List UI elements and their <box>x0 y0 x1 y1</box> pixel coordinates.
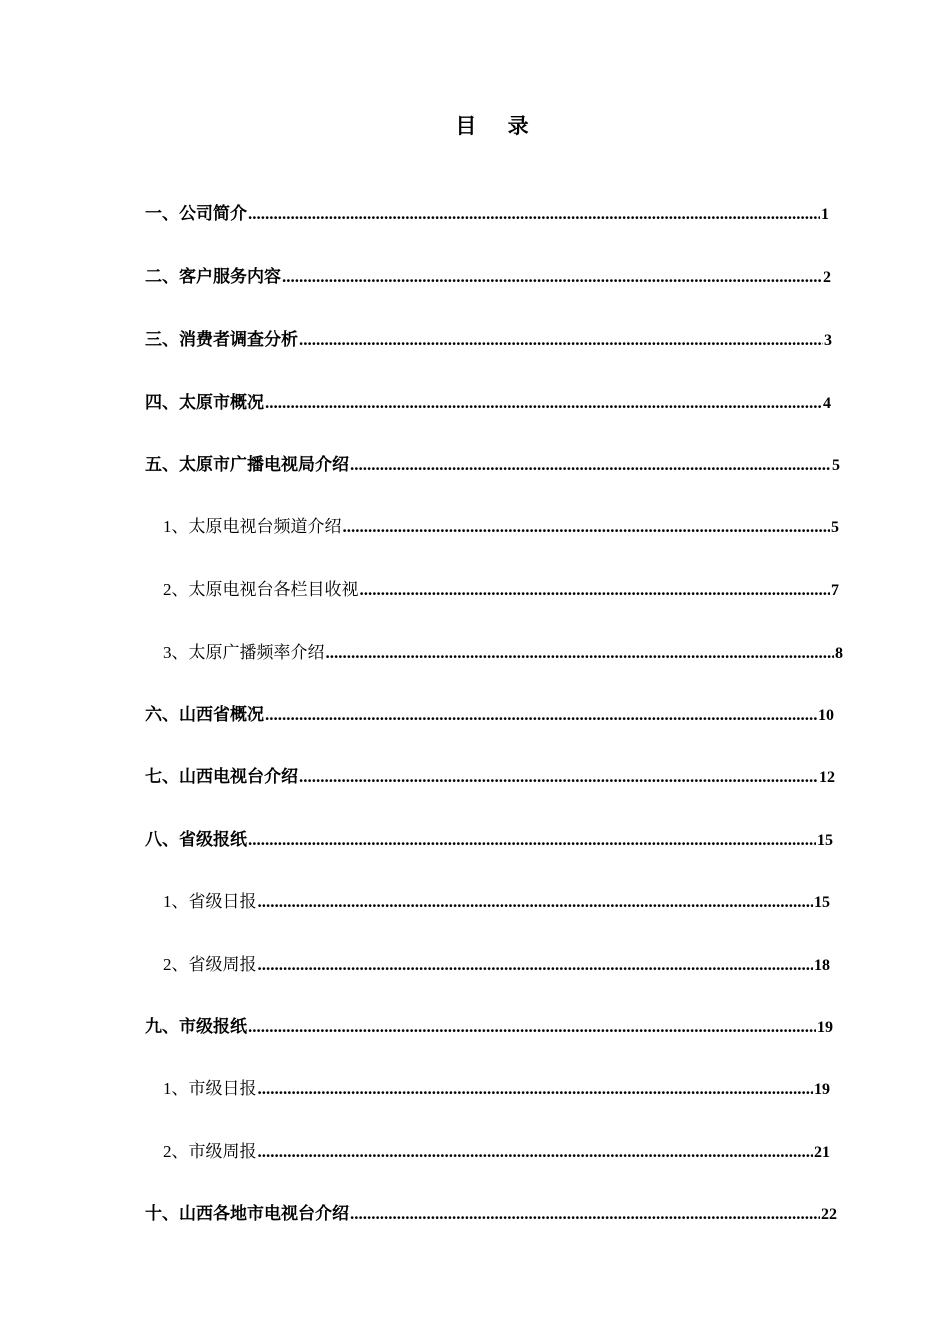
toc-dot-leader <box>258 1076 814 1102</box>
toc-entry-label: 十、山西各地市电视台介绍 <box>145 1204 349 1224</box>
toc-dot-leader <box>282 264 822 290</box>
toc-entry-label: 五、太原市广播电视局介绍 <box>145 455 349 475</box>
toc-page-number: 8 <box>835 645 843 662</box>
toc-dot-leader <box>343 514 831 540</box>
toc-page-number: 1 <box>821 206 829 223</box>
toc-entry-number: 3 <box>163 643 172 662</box>
toc-entry-label <box>163 640 325 666</box>
toc-dot-leader <box>299 764 818 790</box>
toc-entry-label: 三、消费者调查分析 <box>145 330 298 350</box>
toc-page-number: 12 <box>819 769 835 786</box>
toc-dot-leader <box>258 952 814 978</box>
toc-entry[interactable] <box>145 201 829 227</box>
toc-page-number: 5 <box>832 457 840 474</box>
toc-page-number: 19 <box>814 1081 830 1098</box>
toc-entry-text: 、太原广播频率介绍 <box>171 643 325 663</box>
toc-entry[interactable] <box>163 952 830 978</box>
toc-page-number: 21 <box>814 1144 830 1161</box>
toc-dot-leader <box>360 577 831 603</box>
toc-page-number: 18 <box>814 957 830 974</box>
toc-page-number: 22 <box>821 1206 837 1223</box>
toc-entry-label: 八、省级报纸 <box>145 830 247 850</box>
toc-entry-label <box>163 1076 257 1102</box>
toc-entry[interactable] <box>145 452 840 478</box>
toc-entry-number: 1 <box>163 1079 172 1098</box>
toc-entry-number: 2 <box>163 955 172 974</box>
toc-entry-label: 四、太原市概况 <box>145 393 264 413</box>
toc-dot-leader <box>265 390 822 416</box>
toc-entry-number: 2 <box>163 1142 172 1161</box>
toc-page-number: 10 <box>818 707 834 724</box>
toc-entry-label: 九、市级报纸 <box>145 1017 247 1037</box>
toc-entry[interactable] <box>163 514 839 540</box>
toc-page-number: 3 <box>824 332 832 349</box>
toc-dot-leader <box>326 640 835 666</box>
toc-entry[interactable] <box>145 390 831 416</box>
toc-entry[interactable] <box>145 764 835 790</box>
toc-entry-label: 二、客户服务内容 <box>145 267 281 287</box>
toc-entry[interactable] <box>163 889 830 915</box>
toc-dot-leader <box>248 1014 816 1040</box>
toc-entry-number: 2 <box>163 580 172 599</box>
toc-page-number: 2 <box>823 269 831 286</box>
toc-entry-text: 、省级周报 <box>171 955 257 975</box>
toc-entry-text: 、市级周报 <box>171 1142 257 1162</box>
toc-entry[interactable] <box>145 827 833 853</box>
toc-entry-number: 1 <box>163 892 172 911</box>
page-title: 目 录 <box>455 114 541 138</box>
toc-dot-leader <box>299 327 823 353</box>
toc-entry-label: 七、山西电视台介绍 <box>145 767 298 787</box>
toc-page-number: 7 <box>831 582 839 599</box>
toc-entry-text: 、省级日报 <box>171 892 257 912</box>
toc-dot-leader <box>248 827 816 853</box>
toc-page-number: 5 <box>831 519 839 536</box>
toc-page-number: 15 <box>814 894 830 911</box>
toc-entry-text: 、太原电视台频道介绍 <box>171 517 342 537</box>
toc-entry-label <box>163 577 359 603</box>
toc-page-number: 19 <box>817 1019 833 1036</box>
toc-entry-label: 六、山西省概况 <box>145 705 264 725</box>
toc-entry[interactable] <box>145 702 834 728</box>
toc-dot-leader <box>258 889 814 915</box>
toc-entry-label <box>163 952 257 978</box>
toc-entry-text: 、市级日报 <box>171 1079 257 1099</box>
toc-entry-label <box>163 1139 257 1165</box>
toc-entry[interactable] <box>163 577 839 603</box>
toc-entry[interactable] <box>163 640 843 666</box>
toc-dot-leader <box>265 702 817 728</box>
toc-dot-leader <box>350 1201 820 1227</box>
toc-entry-text: 、太原电视台各栏目收视 <box>171 580 359 600</box>
toc-page-number: 15 <box>817 832 833 849</box>
toc-dot-leader <box>350 452 831 478</box>
toc-entry-label <box>163 889 257 915</box>
toc-entry-label <box>163 514 342 540</box>
toc-entry-number: 1 <box>163 517 172 536</box>
toc-entry[interactable] <box>145 327 832 353</box>
toc-entry[interactable] <box>163 1076 830 1102</box>
toc-entry[interactable] <box>145 264 831 290</box>
toc-page-number: 4 <box>823 395 831 412</box>
toc-entry[interactable] <box>163 1139 830 1165</box>
toc-dot-leader <box>258 1139 814 1165</box>
toc-entry-label: 一、公司简介 <box>145 204 247 224</box>
toc-entry[interactable] <box>145 1014 833 1040</box>
toc-entry[interactable] <box>145 1201 837 1227</box>
toc-dot-leader <box>248 201 820 227</box>
